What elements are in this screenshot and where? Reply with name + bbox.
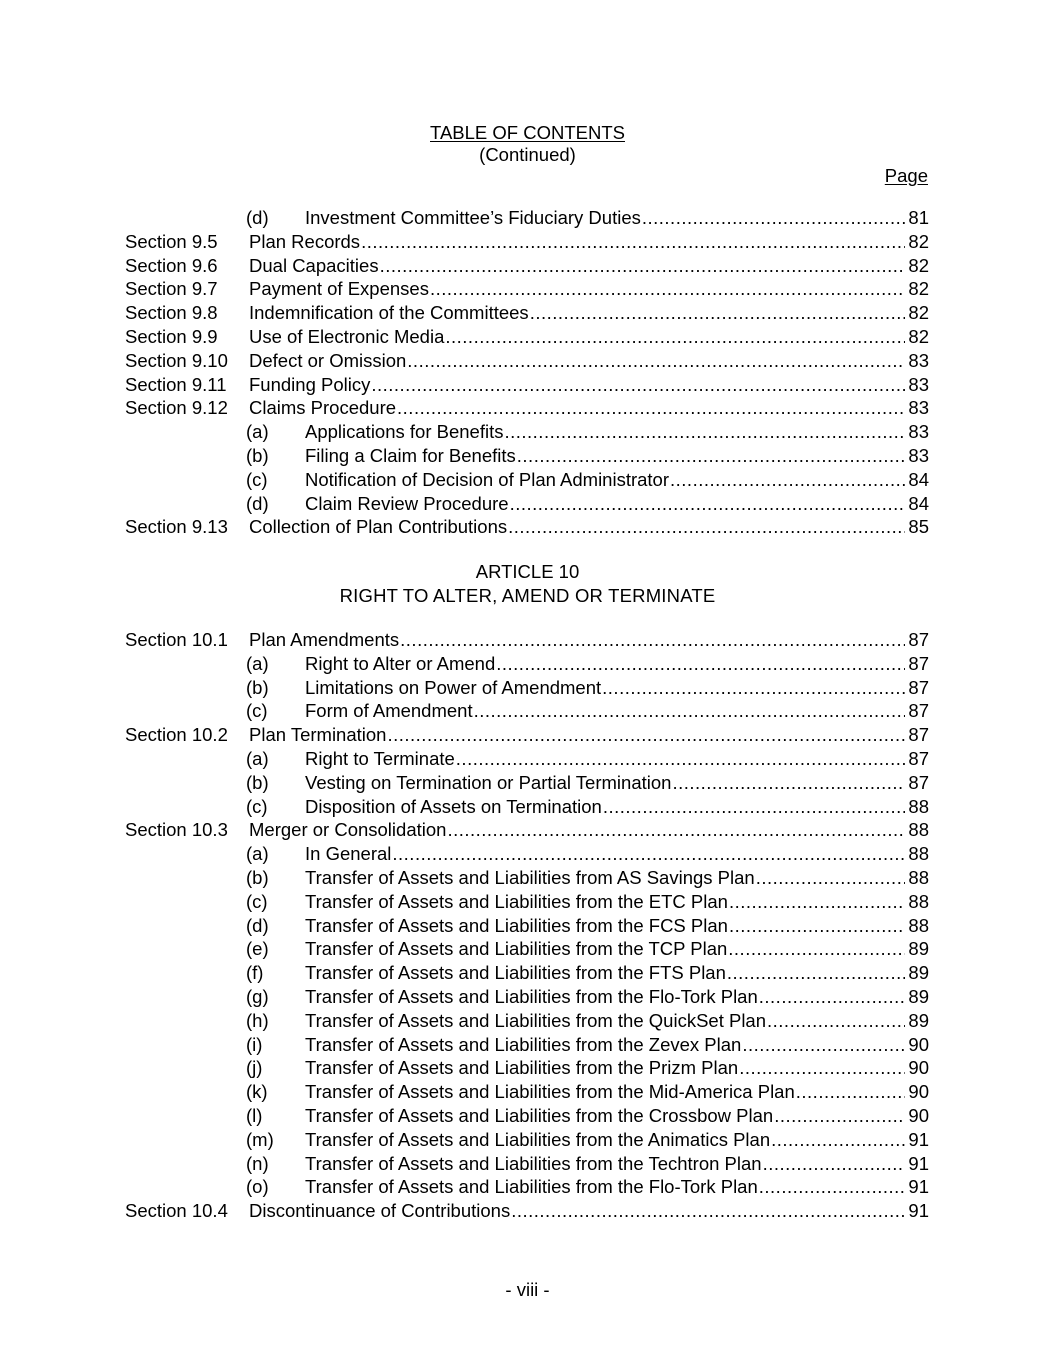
entry-title: Transfer of Assets and Liabilities from the Animatics Plan [305, 1128, 771, 1150]
entry-title: Plan Amendments [249, 629, 400, 650]
entry-title: Transfer of Assets and Liabilities from the Crossbow Plan [305, 1104, 774, 1126]
entry-page-number: 91 [908, 1152, 929, 1174]
dot-leader [642, 207, 906, 229]
entry-line [246, 867, 929, 889]
dot-leader [728, 938, 905, 960]
entry-title: Transfer of Assets and Liabilities from the Prizm Plan [305, 1057, 739, 1079]
dot-leader [387, 724, 905, 746]
subsection-letter: (f) [246, 962, 264, 984]
toc-entry[interactable] [125, 255, 929, 279]
entry-line [249, 278, 929, 300]
entry-page-number: 82 [908, 230, 929, 252]
entry-title: Investment Committee’s Fiduciary Duties [305, 207, 641, 228]
entry-title: Right to Alter or Amend [305, 652, 496, 674]
toc-entry[interactable] [125, 819, 929, 843]
entry-page-number: 90 [908, 1033, 929, 1055]
entry-title: Transfer of Assets and Liabilities from the TCP Plan [305, 938, 728, 960]
entry-line [246, 677, 929, 699]
toc-entry[interactable] [125, 629, 929, 653]
dot-leader [361, 231, 905, 253]
entry-page-number: 87 [908, 629, 929, 650]
subsection-letter: (i) [246, 1033, 263, 1055]
subsection-letter: (d) [246, 207, 269, 228]
section-number: Section 9.5 [125, 230, 218, 252]
toc-subentry[interactable] [125, 748, 929, 772]
entry-page-number: 83 [908, 373, 929, 395]
dot-leader [392, 843, 905, 865]
dot-leader [670, 469, 905, 491]
entry-page-number: 89 [908, 1009, 929, 1031]
dot-leader [742, 1034, 905, 1056]
article-number: ARTICLE 10 [475, 561, 580, 582]
toc-subentry[interactable] [125, 796, 929, 820]
entry-page-number: 89 [908, 962, 929, 984]
subsection-letter: (n) [246, 1152, 269, 1174]
entry-line [246, 445, 929, 467]
subsection-letter: (b) [246, 676, 269, 698]
entry-page-number: 84 [908, 492, 929, 514]
entry-page-number: 91 [908, 1200, 929, 1222]
toc-subentry[interactable] [125, 962, 929, 986]
entry-page-number: 87 [908, 771, 929, 793]
entry-page-number: 87 [908, 724, 929, 746]
toc-entry[interactable] [125, 302, 929, 326]
entry-page-number: 82 [908, 325, 929, 347]
dot-leader [371, 374, 905, 396]
dot-leader [603, 796, 906, 818]
entry-line [246, 1057, 929, 1079]
dot-leader [756, 867, 906, 889]
section-number: Section 9.6 [125, 254, 218, 276]
dot-leader [407, 350, 905, 372]
dot-leader [739, 1057, 905, 1079]
entry-line [246, 493, 929, 515]
entry-line [249, 1200, 929, 1222]
entry-line [246, 938, 929, 960]
entry-line [246, 1105, 929, 1127]
entry-line [246, 986, 929, 1008]
toc-subtitle: (Continued) [479, 144, 576, 165]
entry-title: Defect or Omission [249, 349, 407, 371]
toc-subentry[interactable] [125, 843, 929, 867]
toc-subentry[interactable] [125, 772, 929, 796]
subsection-letter: (g) [246, 985, 269, 1007]
toc-subentry[interactable] [125, 445, 929, 469]
entry-title: Transfer of Assets and Liabilities from the Techtron Plan [305, 1152, 762, 1174]
entry-line [246, 796, 929, 818]
entry-line [246, 421, 929, 443]
entry-line [249, 724, 929, 746]
entry-line [249, 516, 929, 538]
entry-page-number: 91 [908, 1128, 929, 1150]
entry-page-number: 87 [908, 676, 929, 698]
entry-title: Transfer of Assets and Liabilities from the FCS Plan [305, 914, 728, 936]
entry-page-number: 82 [908, 254, 929, 276]
toc-subentry[interactable] [125, 207, 929, 231]
entry-page-number: 88 [908, 843, 929, 865]
dot-leader [511, 1200, 905, 1222]
toc-subentry[interactable] [125, 915, 929, 939]
toc-subentry[interactable] [125, 677, 929, 701]
toc-subentry[interactable] [125, 1057, 929, 1081]
entry-line [246, 1153, 929, 1175]
entry-title: Transfer of Assets and Liabilities from the ETC Plan [305, 890, 728, 912]
entry-title: Right to Terminate [305, 747, 455, 769]
entry-line [249, 819, 929, 841]
toc-entry[interactable] [125, 278, 929, 302]
entry-title: Collection of Plan Contributions [249, 516, 508, 538]
dot-leader [380, 255, 906, 277]
dot-leader [763, 1153, 906, 1175]
toc-subentry[interactable] [125, 1034, 929, 1058]
entry-title: Use of Electronic Media [249, 325, 445, 347]
section-number: Section 9.13 [125, 516, 228, 538]
entry-page-number: 91 [908, 1176, 929, 1198]
entry-title: Transfer of Assets and Liabilities from the Mid-America Plan [305, 1081, 795, 1103]
entry-title: Form of Amendment [305, 700, 473, 722]
section-number: Section 10.4 [125, 1200, 228, 1222]
section-number: Section 9.9 [125, 325, 218, 347]
toc-subentry[interactable] [125, 700, 929, 724]
dot-leader [759, 986, 906, 1008]
section-number: Section 9.7 [125, 278, 218, 300]
entry-page-number: 90 [908, 1081, 929, 1103]
entry-title: Indemnification of the Committees [249, 302, 529, 324]
subsection-letter: (b) [246, 444, 269, 466]
entry-page-number: 84 [908, 468, 929, 490]
entry-page-number: 82 [908, 278, 929, 300]
section-number: Section 9.12 [125, 397, 228, 419]
entry-title: Transfer of Assets and Liabilities from AS Savings Plan [305, 866, 755, 888]
section-number: Section 10.3 [125, 819, 228, 841]
entry-title: Discontinuance of Contributions [249, 1200, 511, 1222]
entry-page-number: 90 [908, 1057, 929, 1079]
subsection-letter: (d) [246, 914, 269, 936]
dot-leader [727, 962, 906, 984]
entry-line [246, 962, 929, 984]
entry-line [246, 1034, 929, 1056]
entry-title: In General [305, 843, 392, 865]
toc-subentry[interactable] [125, 891, 929, 915]
entry-page-number: 87 [908, 700, 929, 722]
dot-leader [759, 1176, 906, 1198]
entry-page-number: 87 [908, 747, 929, 769]
toc-subentry[interactable] [125, 421, 929, 445]
entry-title: Claims Procedure [249, 397, 397, 419]
section-number: Section 9.11 [125, 373, 227, 395]
toc-list-article-9 [125, 207, 929, 540]
entry-line [249, 255, 929, 277]
entry-page-number: 83 [908, 421, 929, 443]
section-number: Section 9.10 [125, 349, 228, 371]
entry-page-number: 83 [908, 397, 929, 419]
dot-leader [729, 915, 905, 937]
entry-title: Dual Capacities [249, 254, 379, 276]
subsection-letter: (o) [246, 1176, 269, 1198]
subsection-letter: (d) [246, 492, 269, 514]
section-number: Section 9.8 [125, 302, 218, 324]
subsection-letter: (m) [246, 1128, 274, 1150]
subsection-letter: (k) [246, 1081, 268, 1103]
entry-title: Transfer of Assets and Liabilities from the FTS Plan [305, 962, 726, 984]
toc-subentry[interactable] [125, 1129, 929, 1153]
toc-subentry[interactable] [125, 653, 929, 677]
dot-leader [496, 653, 905, 675]
entry-line [249, 397, 929, 419]
dot-leader [771, 1129, 905, 1151]
subsection-letter: (h) [246, 1009, 269, 1031]
toc-entry[interactable] [125, 724, 929, 748]
section-number: Section 10.1 [125, 629, 228, 650]
entry-line [246, 891, 929, 913]
dot-leader [504, 421, 905, 443]
entry-page-number: 88 [908, 819, 929, 841]
toc-entry[interactable] [125, 1200, 929, 1224]
dot-leader [510, 493, 906, 515]
entry-page-number: 88 [908, 795, 929, 817]
entry-title: Vesting on Termination or Partial Termination [305, 771, 672, 793]
toc-entry[interactable] [125, 516, 929, 540]
entry-title: Notification of Decision of Plan Administrator [305, 468, 670, 490]
entry-title: Merger or Consolidation [249, 819, 447, 841]
toc-subentry[interactable] [125, 1105, 929, 1129]
toc-subentry[interactable] [125, 469, 929, 493]
entry-page-number: 82 [908, 302, 929, 324]
dot-leader [447, 819, 905, 841]
subsection-letter: (c) [246, 700, 268, 722]
toc-subentry[interactable] [125, 867, 929, 891]
subsection-letter: (e) [246, 938, 269, 960]
toc-subentry[interactable] [125, 1081, 929, 1105]
dot-leader [400, 629, 905, 651]
entry-page-number: 88 [908, 890, 929, 912]
dot-leader [602, 677, 905, 699]
entry-title: Transfer of Assets and Liabilities from the Flo-Tork Plan [305, 985, 758, 1007]
toc-entry[interactable] [125, 326, 929, 350]
entry-line [249, 326, 929, 348]
subsection-letter: (c) [246, 468, 268, 490]
page-column-header: Page [884, 165, 928, 186]
entry-line [246, 207, 929, 229]
toc-title: TABLE OF CONTENTS [430, 122, 625, 143]
entry-line [246, 700, 929, 722]
toc-subentry[interactable] [125, 493, 929, 517]
section-number: Section 10.2 [125, 724, 228, 746]
toc-subentry[interactable] [125, 938, 929, 962]
dot-leader [672, 772, 905, 794]
dot-leader [774, 1105, 905, 1127]
toc-entry[interactable] [125, 374, 929, 398]
subsection-letter: (a) [246, 652, 269, 674]
toc-subentry[interactable] [125, 1176, 929, 1200]
entry-line [249, 302, 929, 324]
dot-leader [729, 891, 905, 913]
entry-title: Transfer of Assets and Liabilities from the Zevex Plan [305, 1033, 742, 1055]
entry-line [246, 1176, 929, 1198]
dot-leader [445, 326, 905, 348]
entry-title: Filing a Claim for Benefits [305, 444, 516, 466]
toc-entry[interactable] [125, 397, 929, 421]
entry-title: Transfer of Assets and Liabilities from the QuickSet Plan [305, 1009, 767, 1031]
page-number-footer: - viii - [505, 1279, 550, 1300]
entry-title: Plan Records [249, 230, 361, 252]
subsection-letter: (a) [246, 421, 269, 443]
dot-leader [517, 445, 906, 467]
entry-title: Disposition of Assets on Termination [305, 795, 602, 817]
subsection-letter: (l) [246, 1104, 263, 1126]
entry-title: Limitations on Power of Amendment [305, 676, 602, 698]
entry-title: Funding Policy [249, 373, 371, 395]
entry-page-number: 87 [908, 652, 929, 674]
subsection-letter: (b) [246, 771, 269, 793]
entry-line [246, 843, 929, 865]
toc-list-article-10 [125, 629, 929, 1224]
subsection-letter: (a) [246, 747, 269, 769]
entry-line [246, 915, 929, 937]
entry-page-number: 88 [908, 866, 929, 888]
entry-line [246, 1081, 929, 1103]
entry-page-number: 85 [908, 516, 929, 538]
subsection-letter: (j) [246, 1057, 263, 1079]
toc-entry[interactable] [125, 231, 929, 255]
entry-page-number: 89 [908, 938, 929, 960]
entry-line [246, 772, 929, 794]
entry-line [249, 374, 929, 396]
toc-entry[interactable] [125, 350, 929, 374]
entry-line [249, 629, 929, 651]
entry-title: Transfer of Assets and Liabilities from the Flo-Tork Plan [305, 1176, 758, 1198]
subsection-letter: (c) [246, 890, 268, 912]
entry-page-number: 90 [908, 1104, 929, 1126]
dot-leader [530, 302, 906, 324]
toc-subentry[interactable] [125, 1010, 929, 1034]
entry-line [246, 653, 929, 675]
dot-leader [474, 700, 906, 722]
subsection-letter: (c) [246, 795, 268, 817]
subsection-letter: (a) [246, 843, 269, 865]
toc-subentry[interactable] [125, 986, 929, 1010]
entry-line [246, 1129, 929, 1151]
entry-line [246, 748, 929, 770]
entry-page-number: 88 [908, 914, 929, 936]
dot-leader [767, 1010, 905, 1032]
entry-line [249, 231, 929, 253]
entry-line [246, 469, 929, 491]
toc-subentry[interactable] [125, 1153, 929, 1177]
entry-title: Applications for Benefits [305, 421, 504, 443]
article-title: RIGHT TO ALTER, AMEND OR TERMINATE [339, 585, 716, 606]
entry-page-number: 83 [908, 444, 929, 466]
entry-title: Payment of Expenses [249, 278, 429, 300]
entry-line [249, 350, 929, 372]
entry-title: Claim Review Procedure [305, 492, 509, 514]
entry-page-number: 89 [908, 985, 929, 1007]
dot-leader [397, 397, 905, 419]
dot-leader [508, 516, 905, 538]
entry-page-number: 83 [908, 349, 929, 371]
entry-line [246, 1010, 929, 1032]
entry-title: Plan Termination [249, 724, 387, 746]
entry-page-number: 81 [908, 207, 929, 228]
dot-leader [430, 278, 905, 300]
dot-leader [796, 1081, 906, 1103]
dot-leader [456, 748, 906, 770]
subsection-letter: (b) [246, 866, 269, 888]
